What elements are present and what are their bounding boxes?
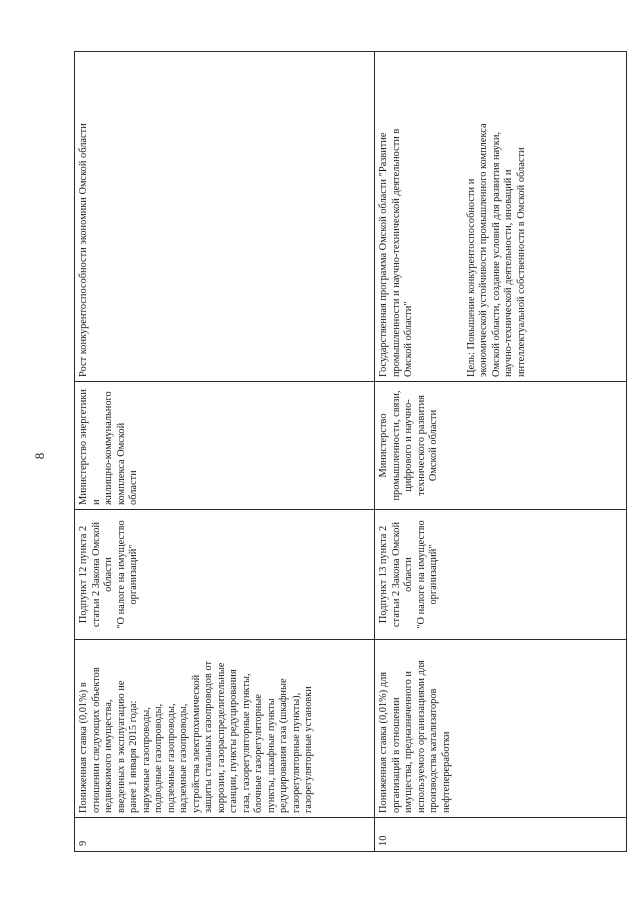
- benefit-description-line: ранее 1 января 2015 года:: [128, 700, 139, 813]
- benefit-description-line: газорегуляторные установки: [303, 686, 314, 813]
- program-goal-line: Омской области": [403, 301, 414, 377]
- legal-basis-line: области: [403, 557, 414, 592]
- legal-basis: [375, 510, 627, 640]
- benefit-description-line: недвижимого имущества,: [103, 699, 114, 813]
- benefit-description-line: Пониженная ставка (0,01%) в: [78, 682, 89, 813]
- legal-basis-line: статьи 2 Закона Омской: [390, 521, 402, 628]
- benefit-description-line: нефтепереработки: [440, 731, 452, 813]
- benefit-description-line: защиты стальных газопроводов от: [203, 660, 214, 813]
- benefit-description: [75, 640, 375, 818]
- benefit-description-line: производства катализаторов: [428, 688, 439, 813]
- legal-basis-line: области: [103, 557, 114, 592]
- legal-basis-line: "О налоге на имущество: [415, 520, 427, 629]
- benefit-description-line: наружные газопроводы,: [140, 707, 152, 813]
- legal-basis-line: Подпункт 12 пункта 2: [78, 525, 89, 624]
- program-goal-line: интеллектуальной собственности в Омской области: [515, 147, 527, 377]
- curator: [75, 382, 375, 510]
- program-goal-line: Цель: Повышение конкурентоспособности и: [465, 178, 477, 377]
- curator-line: технического развития: [415, 395, 427, 496]
- curator-line: Омской области: [428, 409, 439, 482]
- tax-benefits-table: [74, 51, 627, 852]
- curator-line: жилищно-коммунального: [103, 391, 114, 505]
- benefit-description-line: редуцирования газа (шкафные: [278, 678, 289, 813]
- legal-basis-line: "О налоге на имущество: [115, 520, 127, 629]
- curator: [375, 382, 627, 510]
- program-goal-line: Государственная программа Омской области "Развитие: [378, 132, 389, 377]
- benefit-description-line: станции, пункты редуцирования: [228, 669, 239, 813]
- table-row: [375, 52, 627, 852]
- row-number: 9: [75, 818, 375, 852]
- benefit-description-line: введенных в эксплуатацию не: [115, 680, 127, 813]
- curator-line: комплекса Омской области: [115, 422, 139, 505]
- row-number: 10: [375, 818, 627, 852]
- benefit-description-line: блочные газорегуляторные: [253, 694, 264, 813]
- benefit-description-line: имущества, предназначенного и: [403, 671, 414, 813]
- curator-line: Министерство: [378, 413, 389, 478]
- benefit-description-line: коррозии, газораспределительные: [215, 662, 227, 813]
- program-goal-line: промышленности и научно-технической деятельности в: [390, 128, 402, 377]
- goal-spacer: [416, 56, 466, 377]
- benefit-description-line: отношении следующих объектов: [90, 667, 102, 813]
- program-goal: [375, 52, 627, 382]
- program-goal-line: научно-технической деятельности, иноваций и: [503, 169, 514, 377]
- page-number: 8: [32, 452, 47, 460]
- benefit-description-line: надземные газопроводы,: [178, 703, 189, 813]
- rotated-page: [30, 52, 610, 852]
- benefit-description-line: организаций в отношении: [390, 697, 402, 813]
- legal-basis-line: организаций": [428, 544, 439, 605]
- program-goal-line: Омской области, создание условий для развития науки,: [490, 131, 502, 377]
- legal-basis-line: статьи 2 Закона Омской: [90, 521, 102, 628]
- program-goal-line: Рост конкурентоспособности экономики Омской области: [78, 123, 89, 377]
- benefit-description-line: подводные газопроводы,: [153, 703, 164, 813]
- curator-line: цифрового и научно-: [403, 399, 414, 492]
- legal-basis-line: организаций": [128, 544, 139, 605]
- benefit-description-line: газорегуляторные пункты),: [290, 692, 302, 813]
- benefit-description-line: Пониженная ставка (0,01%) для: [378, 671, 389, 813]
- benefit-description-line: подземные газопроводы,: [165, 703, 177, 813]
- legal-basis-line: Подпункт 13 пункта 2: [378, 525, 389, 624]
- program-goal: [75, 52, 375, 382]
- benefit-description-line: пункты, шкафные пункты: [265, 698, 277, 813]
- legal-basis: [75, 510, 375, 640]
- benefit-description-line: используемого организациями для: [415, 660, 427, 813]
- benefit-description-line: газа, газорегуляторные пункты,: [240, 673, 252, 813]
- table-row: [75, 52, 375, 852]
- benefit-description-line: устройства электрохимической: [190, 674, 202, 813]
- benefit-description: [375, 640, 627, 818]
- program-goal-line: экономической устойчивости промышленного комплекса: [478, 123, 489, 377]
- curator-line: Министерство энергетики и: [78, 389, 102, 505]
- curator-line: промышленности, связи,: [390, 390, 402, 501]
